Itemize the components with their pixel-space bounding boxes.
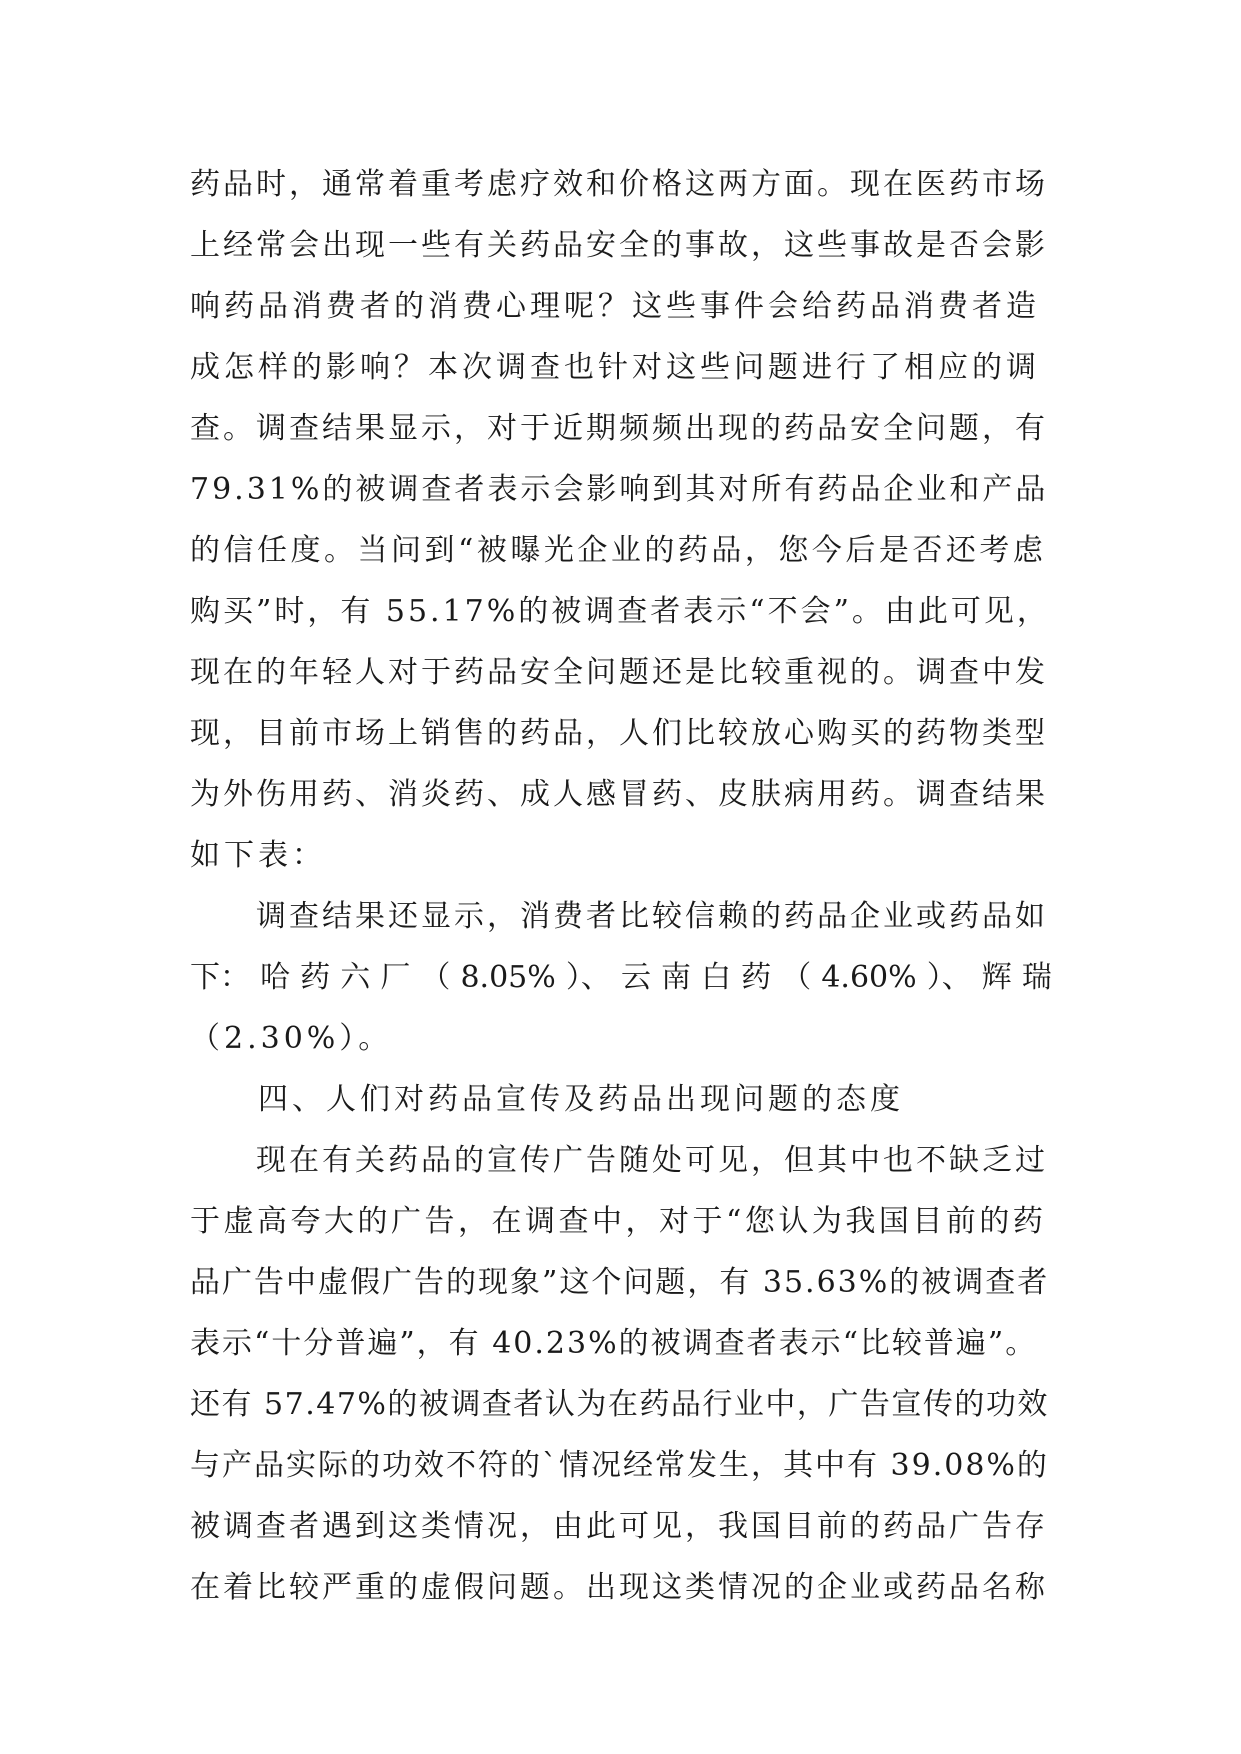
text-line-21: 还有 57.47%的被调查者认为在药品行业中，广告宣传的功效 bbox=[190, 1387, 1049, 1422]
text-line-12: 如下表： bbox=[190, 838, 326, 873]
section-heading: 四、人们对药品宣传及药品出现问题的态度 bbox=[190, 1082, 904, 1117]
text-line-7: 的信任度。当问到“被曝光企业的药品，您今后是否还考虑 bbox=[190, 533, 1047, 568]
text-line-24: 在着比较严重的虚假问题。出现这类情况的企业或药品名称 bbox=[190, 1570, 1048, 1605]
text-line-23: 被调查者遇到这类情况，由此可见，我国目前的药品广告存 bbox=[190, 1509, 1048, 1544]
text-line-20: 表示“十分普遍”，有 40.23%的被调查者表示“比较普遍”。 bbox=[190, 1326, 1038, 1361]
text-line-19: 品广告中虚假广告的现象”这个问题，有 35.63%的被调查者 bbox=[190, 1265, 1050, 1300]
text-line-11: 为外伤用药、消炎药、成人感冒药、皮肤病用药。调查结果 bbox=[190, 777, 1048, 812]
text-line-15: （2.30%）。 bbox=[190, 1021, 393, 1056]
text-line-1: 药品时，通常着重考虑疗效和价格这两方面。现在医药市场 bbox=[190, 167, 1048, 202]
text-line-14: 下： 哈 药 六 厂 （ 8.05% ）、 云 南 白 药 （ 4.60% ）、 辉 瑞 bbox=[190, 960, 1052, 995]
text-line-2: 上经常会出现一些有关药品安全的事故，这些事故是否会影 bbox=[190, 228, 1048, 263]
text-line-5: 查。调查结果显示，对于近期频频出现的药品安全问题，有 bbox=[190, 411, 1048, 446]
text-line-3: 响药品消费者的消费心理呢？这些事件会给药品消费者造 bbox=[190, 289, 1040, 324]
text-line-9: 现在的年轻人对于药品安全问题还是比较重视的。调查中发 bbox=[190, 655, 1048, 690]
text-line-13: 调查结果还显示，消费者比较信赖的药品企业或药品如 bbox=[190, 899, 1048, 934]
text-line-22: 与产品实际的功效不符的`情况经常发生，其中有 39.08%的 bbox=[190, 1448, 1049, 1483]
text-line-10: 现，目前市场上销售的药品，人们比较放心购买的药物类型 bbox=[190, 716, 1048, 751]
text-line-6: 79.31%的被调查者表示会影响到其对所有药品企业和产品 bbox=[190, 472, 1049, 507]
text-line-8: 购买”时，有 55.17%的被调查者表示“不会”。由此可见， bbox=[190, 594, 1050, 629]
text-line-17: 现在有关药品的宣传广告随处可见，但其中也不缺乏过 bbox=[190, 1143, 1048, 1178]
text-line-18: 于虚高夸大的广告，在调查中，对于“您认为我国目前的药 bbox=[190, 1204, 1047, 1239]
text-line-4: 成怎样的影响？本次调查也针对这些问题进行了相应的调 bbox=[190, 350, 1040, 385]
